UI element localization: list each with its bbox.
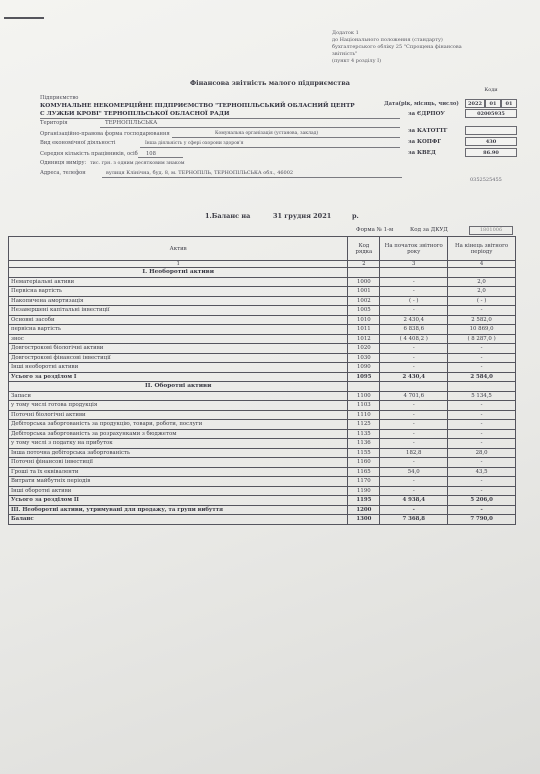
- row-name: первісна вартість: [9, 325, 348, 335]
- row-name: Поточні біологічні активи: [9, 410, 348, 420]
- header-end: На кінець звітного періоду: [448, 237, 516, 261]
- table-row: [9, 410, 516, 420]
- row-name: у тому числі готова продукція: [9, 401, 348, 411]
- row-end: -: [448, 420, 516, 430]
- appendix-line: Додаток 1: [332, 30, 359, 36]
- row-start: -: [380, 363, 448, 373]
- top-dash-mark: [4, 17, 44, 19]
- row-end: -: [448, 429, 516, 439]
- row-end: -: [448, 401, 516, 411]
- employees-value: 108: [146, 151, 156, 157]
- table-row: [9, 448, 516, 458]
- row-end: -: [448, 477, 516, 487]
- row-code: 1100: [348, 391, 380, 401]
- row-end: ( 8 287,0 ): [448, 334, 516, 344]
- row-start: 4 701,6: [380, 391, 448, 401]
- row-start: -: [380, 477, 448, 487]
- territory-value: ТЕРНОПІЛЬСЬКА: [105, 120, 158, 126]
- row-code: 1011: [348, 325, 380, 335]
- row-code: 1002: [348, 296, 380, 306]
- appendix-line: (пункт 4 розділу I): [332, 58, 382, 64]
- row-name: Гроші та їх еквіваленти: [9, 467, 348, 477]
- table-row: [9, 391, 516, 401]
- row-start: 4 938,4: [380, 496, 448, 506]
- unit-label: Одиниця виміру:: [40, 160, 87, 166]
- table-row: [9, 439, 516, 449]
- row-end: -: [448, 505, 516, 515]
- row-code: 1030: [348, 353, 380, 363]
- row-end: 43,5: [448, 467, 516, 477]
- row-end: -: [448, 353, 516, 363]
- enterprise-label: Підприємство: [40, 95, 79, 101]
- address-label: Адреса, телефон: [40, 170, 86, 176]
- column-number: 1: [9, 261, 348, 268]
- row-start: -: [380, 410, 448, 420]
- legal-form-value: Комунальна організація (установа, заклад): [215, 131, 319, 136]
- underline: [102, 177, 402, 178]
- row-end: -: [448, 344, 516, 354]
- section-1-header: [9, 268, 516, 278]
- row-start: ( - ): [380, 296, 448, 306]
- unit-value: тис. грн. з одним десятковим знаком: [90, 161, 185, 166]
- row-end: 7 790,0: [448, 515, 516, 525]
- row-code: 1165: [348, 467, 380, 477]
- row-code: 1103: [348, 401, 380, 411]
- row-end: 5 206,0: [448, 496, 516, 506]
- table-row: [9, 287, 516, 297]
- row-code: 1005: [348, 306, 380, 316]
- row-name: знос: [9, 334, 348, 344]
- balance-year-suffix: р.: [352, 212, 359, 220]
- row-end: 5 134,5: [448, 391, 516, 401]
- activity-label: Вид економічної діяльності: [40, 140, 116, 146]
- code-year: 2022: [465, 99, 485, 108]
- row-end: -: [448, 363, 516, 373]
- employees-label: Середня кількість працівників, осіб: [40, 151, 138, 157]
- row-code: 1001: [348, 287, 380, 297]
- row-code: 1190: [348, 486, 380, 496]
- row-name: Поточні фінансові інвестиції: [9, 458, 348, 468]
- legal-form-label: Організаційно-правова форма господарювання: [40, 131, 170, 137]
- row-name: III. Необоротні активи, утримувані для продажу, та групи вибуття: [9, 505, 348, 515]
- balance-table: [8, 236, 516, 525]
- row-name: Витрати майбутніх періодів: [9, 477, 348, 487]
- total-section-2-row: [9, 496, 516, 506]
- row-end: 2,0: [448, 287, 516, 297]
- table-row: [9, 486, 516, 496]
- row-end: 10 869,0: [448, 325, 516, 335]
- row-code: 1195: [348, 496, 380, 506]
- table-row: [9, 429, 516, 439]
- row-start: 182,8: [380, 448, 448, 458]
- header-code: Код рядка: [348, 237, 380, 261]
- appendix-line: бухгалтерського обліку 25 "Спрощена фінансова: [332, 44, 462, 50]
- row-code: 1125: [348, 420, 380, 430]
- appendix-line: до Національного положення (стандарту): [332, 37, 443, 43]
- row-code: 1155: [348, 448, 380, 458]
- row-start: -: [380, 277, 448, 287]
- section-2-rows: [9, 391, 516, 496]
- section-2-header: [9, 382, 516, 392]
- table-row: [9, 420, 516, 430]
- section-title: I. Необоротні активи: [9, 268, 348, 278]
- katottg-label: за КАТОТТГ: [408, 128, 448, 134]
- column-number: 2: [348, 261, 380, 268]
- address-value: вулиця Клінічна, буд. 8, м. ТЕРНОПІЛЬ, ТЕРНОПІЛЬСЬКА обл., 46002: [106, 170, 294, 176]
- edrpou-label: за ЄДРПОУ: [408, 111, 445, 117]
- row-code: 1110: [348, 410, 380, 420]
- row-name: Інша поточна дебіторська заборгованість: [9, 448, 348, 458]
- row-start: -: [380, 401, 448, 411]
- row-code: 1000: [348, 277, 380, 287]
- table-row: [9, 467, 516, 477]
- row-code: 1200: [348, 505, 380, 515]
- appendix-line: звітність": [332, 51, 358, 57]
- column-number: 4: [448, 261, 516, 268]
- row-name: Первісна вартість: [9, 287, 348, 297]
- total-section-1-row: [9, 372, 516, 382]
- row-code: 1160: [348, 458, 380, 468]
- balance-total-row: [9, 515, 516, 525]
- dkud-code: 1801006: [469, 226, 513, 235]
- table-row: [9, 363, 516, 373]
- enterprise-name-line1: КОМУНАЛЬНЕ НЕКОМЕРЦІЙНЕ ПІДПРИЄМСТВО "ТЕРНОПІЛЬСЬКИЙ ОБЛАСНИЙ ЦЕНТР: [40, 103, 355, 109]
- code-month: 01: [485, 99, 501, 108]
- table-row: [9, 296, 516, 306]
- row-end: 28,0: [448, 448, 516, 458]
- code-katottg: [465, 126, 517, 135]
- row-name: Запаси: [9, 391, 348, 401]
- row-code: 1170: [348, 477, 380, 487]
- table-row: [9, 306, 516, 316]
- row-name: Інші необоротні активи: [9, 363, 348, 373]
- row-code: 1012: [348, 334, 380, 344]
- row-start: -: [380, 486, 448, 496]
- appendix-note: [332, 30, 492, 65]
- row-start: -: [380, 420, 448, 430]
- table-row: [9, 458, 516, 468]
- codes-header: Коди: [484, 87, 498, 93]
- table-header-row: [9, 237, 516, 261]
- underline: [172, 137, 400, 138]
- kopfg-label: за КОПФГ: [408, 139, 441, 145]
- balance-date: 31 грудня 2021: [273, 212, 332, 220]
- row-name: Нематеріальні активи: [9, 277, 348, 287]
- form-number: Форма № 1-м: [356, 227, 394, 233]
- row-name: Накопичена амортизація: [9, 296, 348, 306]
- row-end: 2,0: [448, 277, 516, 287]
- row-code: 1090: [348, 363, 380, 373]
- enterprise-name-line2: С ЛУЖБИ КРОВІ" ТЕРНОПІЛЬСЬКОЇ ОБЛАСНОЇ РАДИ: [40, 111, 230, 117]
- row-start: 7 368,8: [380, 515, 448, 525]
- underline: [40, 118, 400, 119]
- row-start: -: [380, 344, 448, 354]
- row-name: Дебіторська заборгованість за продукцію, товари, роботи, послуги: [9, 420, 348, 430]
- row-start: -: [380, 287, 448, 297]
- row-code: 1135: [348, 429, 380, 439]
- row-start: -: [380, 353, 448, 363]
- table-row: [9, 344, 516, 354]
- row-start: -: [380, 439, 448, 449]
- row-name: Незавершені капітальні інвестиції: [9, 306, 348, 316]
- row-code: 1136: [348, 439, 380, 449]
- table-row: [9, 353, 516, 363]
- column-numbers-row: [9, 261, 516, 268]
- table-row: [9, 334, 516, 344]
- phone-number: 0352525455: [470, 177, 502, 183]
- header-start: На початок звітного року: [380, 237, 448, 261]
- row-name: у тому числі з податку на прибуток: [9, 439, 348, 449]
- header-asset: Актив: [9, 237, 348, 261]
- row-code: 1095: [348, 372, 380, 382]
- row-start: 2 430,4: [380, 315, 448, 325]
- row-start: ( 4 408,2 ): [380, 334, 448, 344]
- row-name: Усього за розділом I: [9, 372, 348, 382]
- row-name: Основні засоби: [9, 315, 348, 325]
- row-start: -: [380, 505, 448, 515]
- row-start: 54,0: [380, 467, 448, 477]
- row-code: 1300: [348, 515, 380, 525]
- section-3-row: [9, 505, 516, 515]
- section-title: II. Оборотні активи: [9, 382, 348, 392]
- underline: [100, 127, 400, 128]
- code-kopfg: 430: [465, 137, 517, 146]
- underline: [140, 147, 400, 148]
- row-start: -: [380, 458, 448, 468]
- code-day: 01: [501, 99, 517, 108]
- row-end: -: [448, 306, 516, 316]
- row-name: Баланс: [9, 515, 348, 525]
- row-end: 2 584,0: [448, 372, 516, 382]
- row-code: 1010: [348, 315, 380, 325]
- territory-label: Територія: [40, 120, 68, 126]
- code-kved: 86.90: [465, 148, 517, 157]
- column-number: 3: [380, 261, 448, 268]
- row-end: -: [448, 458, 516, 468]
- activity-value: Інша діяльність у сфері охорони здоров'я: [145, 141, 244, 146]
- row-start: 6 838,6: [380, 325, 448, 335]
- table-row: [9, 477, 516, 487]
- row-name: Довгострокові фінансові інвестиції: [9, 353, 348, 363]
- row-name: Дебіторська заборгованість за розрахунками з бюджетом: [9, 429, 348, 439]
- balance-title: 1.Баланс на: [205, 212, 251, 220]
- table-row: [9, 401, 516, 411]
- code-edrpou: 02005935: [465, 109, 517, 118]
- dkud-label: Код за ДКУД: [410, 227, 448, 233]
- table-row: [9, 325, 516, 335]
- date-label: Дата(рік, місяць, число): [384, 101, 459, 107]
- row-end: -: [448, 439, 516, 449]
- table-row: [9, 277, 516, 287]
- kved-label: за КВЕД: [408, 150, 436, 156]
- row-end: ( - ): [448, 296, 516, 306]
- row-start: 2 430,4: [380, 372, 448, 382]
- row-start: -: [380, 429, 448, 439]
- row-name: Інші оборотні активи: [9, 486, 348, 496]
- row-code: 1020: [348, 344, 380, 354]
- row-name: Усього за розділом II: [9, 496, 348, 506]
- row-end: 2 582,0: [448, 315, 516, 325]
- row-start: -: [380, 306, 448, 316]
- underline: [138, 157, 183, 158]
- table-row: [9, 315, 516, 325]
- row-name: Довгострокові біологічні активи: [9, 344, 348, 354]
- row-end: -: [448, 486, 516, 496]
- document-title: Фінансова звітність малого підприємства: [189, 79, 351, 87]
- row-end: -: [448, 410, 516, 420]
- section-1-rows: [9, 277, 516, 372]
